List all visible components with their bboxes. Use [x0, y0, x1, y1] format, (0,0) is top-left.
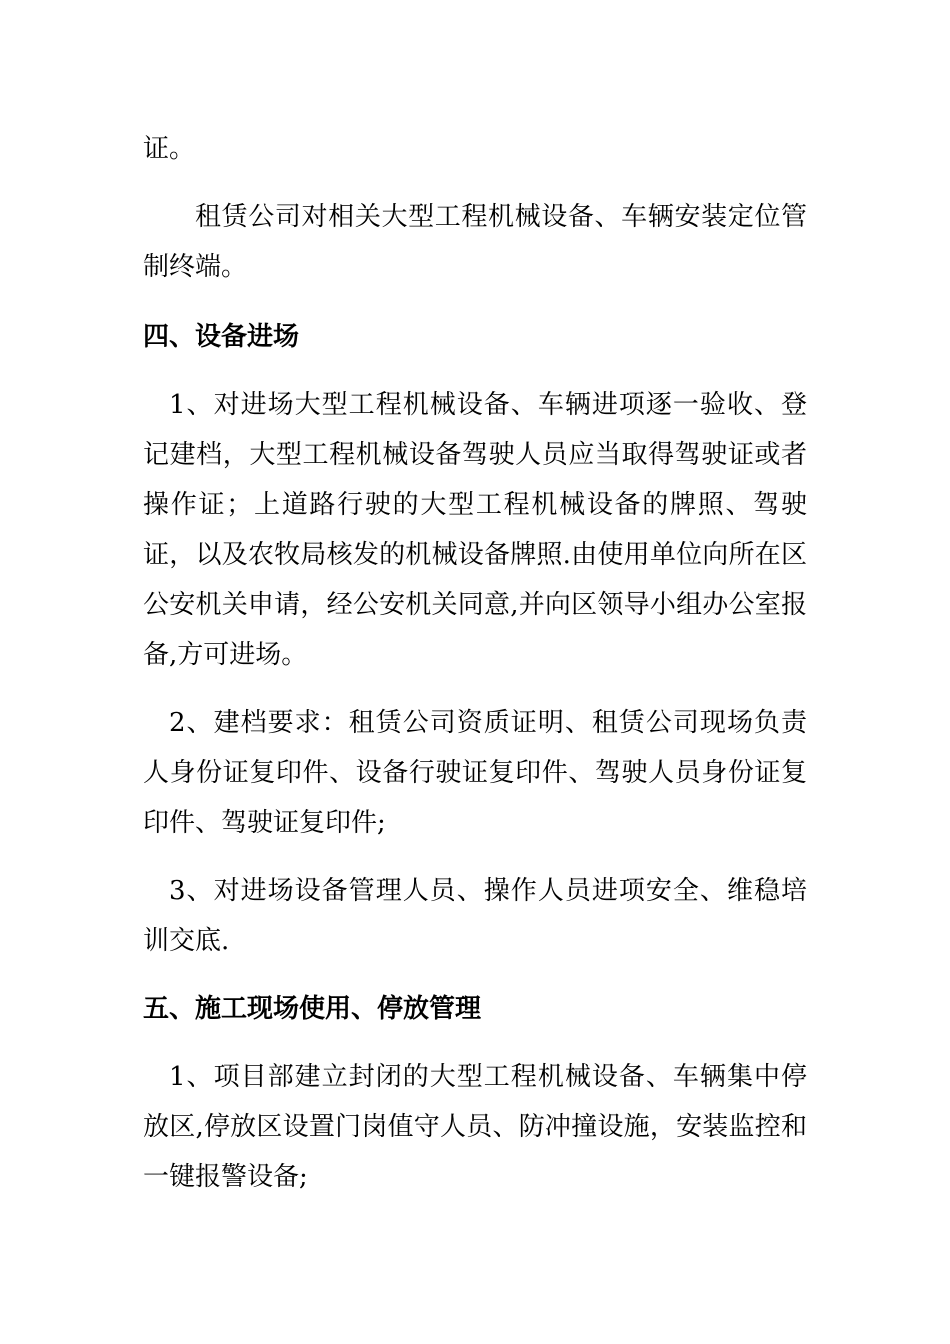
- paragraph-continuation: 证。: [143, 134, 196, 164]
- paragraph-parking-item-1: 1、项目部建立封闭的大型工程机械设备、车辆集中停放区,停放区设置门岗值守人员、防冲撞设施，安装监控和一键报警设备;: [143, 1062, 807, 1192]
- paragraph-gap: [143, 362, 807, 380]
- paragraph-gap: [143, 680, 807, 698]
- paragraph-entry-item-1: 1、对进场大型工程机械设备、车辆进项逐一验收、登记建档，大型工程机械设备驾驶人员应当取得驾驶证或者操作证；上道路行驶的大型工程机械设备的牌照、驾驶证，以及农牧局核发的机械设备牌照.由使用单位向所在区公安机关申请，经公安机关同意,并向区领导小组办公室报备,方可进场。: [143, 390, 807, 670]
- paragraph-gap: [143, 174, 807, 192]
- paragraph-terminal-install: 租赁公司对相关大型工程机械设备、车辆安装定位管制终端。: [143, 202, 807, 282]
- paragraph-gap: [143, 966, 807, 984]
- section-heading-equipment-entry: 四、设备进场: [143, 322, 300, 352]
- paragraph-gap: [143, 1034, 807, 1052]
- paragraph-gap: [143, 292, 807, 312]
- section-heading-site-usage-parking: 五、施工现场使用、停放管理: [143, 994, 482, 1024]
- document-body: [143, 124, 807, 1202]
- paragraph-entry-item-3: 3、对进场设备管理人员、操作人员进项安全、维稳培训交底.: [143, 876, 807, 956]
- paragraph-entry-item-2: 2、建档要求：租赁公司资质证明、租赁公司现场负责人身份证复印件、设备行驶证复印件、驾驶人员身份证复印件、驾驶证复印件;: [143, 708, 807, 838]
- paragraph-gap: [143, 848, 807, 866]
